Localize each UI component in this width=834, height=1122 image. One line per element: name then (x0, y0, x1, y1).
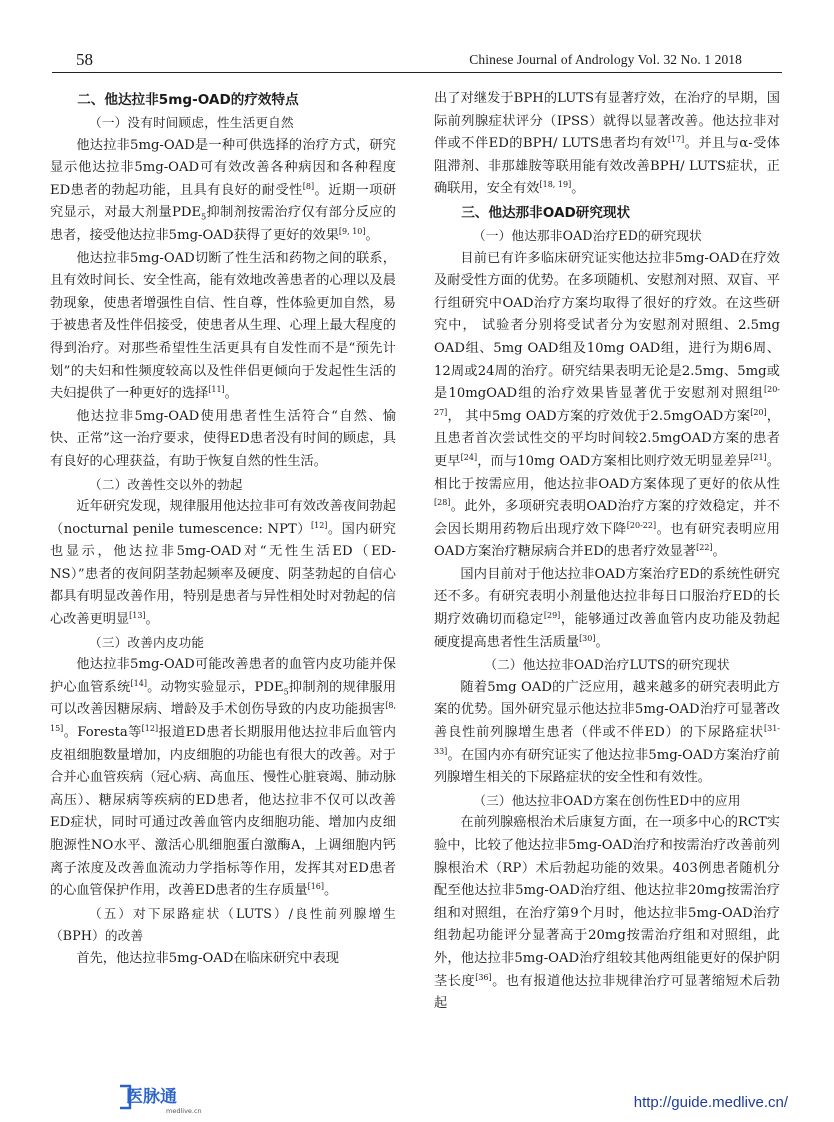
paragraph: 近年研究发现，规律服用他达拉非可有效改善夜间勃起（nocturnal penile tumescence: NPT）[12]。国内研究也显示，他达拉非5mg-OAD对“无性生活ED（ED-NS）”患者的夜间阴茎勃起频率及硬度、阴茎勃起的自信心都具有明显改善作用，特别是患者与异性相处时对勃起的信心改善更明显[13]。 (50, 499, 396, 628)
paragraph: 国内目前对于他达拉非OAD方案治疗ED的系统性研究还不多。有研究表明小剂量他达拉非每日口服治疗ED的长期疗效确切而稳定[29]，能够通过改善血管内皮功能及勃起硬度提高患者性生活质量[30]。 (434, 566, 780, 650)
citation: [13] (129, 611, 146, 621)
section-heading-3: 三、他达那非OAD研究现状 (461, 204, 631, 221)
citation: [12] (141, 724, 159, 734)
paragraph: 他达拉非5mg-OAD使用患者性生活符合“自然、愉快、正常”这一治疗要求，使得ED患者没有时间的顾虑，具有良好的心理获益，有助于恢复自然的性生活。 (50, 408, 396, 469)
citation: [8] (302, 181, 315, 191)
subsection-2-title: （二）改善性交以外的勃起 (89, 476, 243, 492)
subsection-1-title: （一）他达那非OAD治疗ED的研究现状 (473, 227, 702, 243)
subsection-5-title: （五）对下尿路症状（LUTS）/良性前列腺增生（BPH）的改善 (50, 905, 396, 944)
citation: [21] (750, 452, 767, 462)
header-divider (52, 72, 782, 73)
citation: [9, 10] (338, 226, 366, 236)
citation: [20-27] (434, 385, 780, 417)
paragraph: 随着5mg OAD的广泛应用，越来越多的研究表明此方案的优势。国外研究显示他达拉非5mg-OAD治疗可显著改善良性前列腺增生患者（伴或不伴ED）的下尿路症状[31-33]。在国内亦有研究证实了他达拉非5mg-OAD方案治疗前列腺增生相关的下尿路症状的安全性和有效性。 (434, 679, 780, 786)
citation: [24] (460, 452, 478, 462)
citation: [29] (543, 611, 561, 621)
citation: [17] (667, 135, 685, 145)
logo-subtext: medlive.cn (166, 1107, 202, 1115)
footer-url-link[interactable]: http://guide.medlive.cn/ (633, 1094, 788, 1111)
citation: [8, 15] (50, 701, 396, 734)
logo-text: 医脉通 (126, 1087, 177, 1107)
citation: [20] (750, 407, 767, 417)
paragraph: 他达拉非5mg-OAD可能改善患者的血管内皮功能并保护心血管系统[14]。动物实验显示，$PDE_5$抑制剂的规律服用可以改善因糖尿病、增龄及手术创伤导致的内皮功能损害[8, 15]。Foresta等[12]报道ED患者长期服用他达拉非后血管内皮祖细胞数量增加，内皮细胞的功能也有很大的改善。对于合并心血管疾病（冠心病、高血压、慢性心脏衰竭、肺动脉高压）、糖尿病等疾病的ED患者，他达拉非不仅可以改善ED症状，同时可通过改善血管内皮细胞功能、增加内皮细胞源性NO水平、激活心肌细胞蛋白激酶A，上调细胞内钙离子浓度及改善血流动力学指标等作用，发挥其对ED患者的心血管保护作用，改善ED患者的生存质量[16]。 (50, 657, 397, 899)
paragraph: 首先，他达拉非5mg-OAD在临床研究中表现 (76, 950, 339, 966)
citation: [36] (475, 972, 492, 982)
section-heading-2: 二、他达拉非5mg-OAD的疗效特点 (77, 92, 299, 108)
citation: [12] (310, 520, 328, 530)
citation: [11] (208, 385, 225, 395)
page-number: 58 (76, 50, 93, 69)
paragraph: 他达拉非5mg-OAD是一种可供选择的治疗方式，研究显示他达拉非5mg-OAD可有效改善各种病因和各种程度ED患者的勃起功能，且具有良好的耐受性[8]。近期一项研究显示，对最大剂量$PDE_5$抑制剂按需治疗仅有部分反应的患者，接受他达拉非5mg-OAD获得了更好的效果[9, 10]。 (50, 137, 397, 243)
citation: [14] (130, 678, 147, 688)
subsection-3-title: （三）改善内皮功能 (89, 634, 205, 650)
paragraph: 他达拉非5mg-OAD切断了性生活和药物之间的联系，且有效时间长、安全性高，能有效地改善患者的心理以及晨勃现象，使患者增强性自信、性自尊，性体验更加自然，易于被患者及性伴侣接受，使患者从生理、心理上最大程度的得到治疗。对那些希望性生活更具有自发性而不是“预先计划”的夫妇和性频度较高以及性伴侣更倾向于发起性生活的夫妇提供了一种更好的选择[11]。 (50, 250, 396, 402)
subsection-3-title: （三）他达拉非OAD方案在创伤性ED中的应用 (473, 792, 741, 808)
paragraph: 在前列腺癌根治术后康复方面，在一项多中心的RCT实验中，比较了他达拉非5mg-OAD治疗和按需治疗改善前列腺根治术（RP）术后勃起功能的效果。403例患者随机分配至他达拉非5mg-OAD治疗组、他达拉非20mg按需治疗组和对照组，在治疗第9个月时，他达拉非5mg-OAD治疗组勃起功能评分显著高于20mg按需治疗组和对照组，此外，他达拉非5mg-OAD治疗组较其他两组能更好的保护阴茎长度[36]。也有报道他达拉非规律治疗可显著缩短术后勃起 (434, 815, 781, 1012)
citation: [18, 19] (539, 180, 572, 190)
paragraph: 目前已有许多临床研究证实他达拉非5mg-OAD在疗效及耐受性方面的优势。在多项随机、安慰剂对照、双盲、平行组研究中OAD治疗方案均取得了很好的疗效。在这些研究中， 试验者分别将受试者分为安慰剂对照组、2.5mg OAD组、5mg OAD组及10mg OAD组，进行为期6周、12周或24周的治疗。研究结果表明无论是2.5mg、5mg或是10mgOAD组的治疗效果皆显著优于安慰剂对照组[20-27]， 其中5mg OAD方案的疗效优于2.5mgOAD方案[20]，且患者首次尝试性交的平均时间较2.5mgOAD方案的患者更早[24]，而与10mg OAD方案相比则疗效无明显差异[21]。相比于按需应用，他达拉非OAD方案体现了更好的依从性[28]。此外，多项研究表明OAD治疗方案的疗效稳定，并不会因长期用药物后出现疗效下降[20-22]。也有研究表明应用OAD方案治疗糖尿病合并ED的患者疗效显著[22]。 (434, 250, 780, 560)
left-column (50, 88, 396, 971)
journal-header: Chinese Journal of Andrology Vol. 32 No. 1 2018 (469, 52, 742, 67)
subsection-2-title: （二）他达拉非OAD治疗LUTS的研究现状 (484, 657, 730, 673)
right-column (434, 88, 780, 1016)
citation: [30] (579, 633, 596, 643)
medlive-logo (116, 1080, 226, 1116)
subsection-1-title: （一）没有时间顾虑，性生活更自然 (89, 115, 294, 130)
paragraph: 出了对继发于BPH的LUTS有显著疗效，在治疗的早期，国际前列腺症状评分（IPSS）就得以显著改善。他达拉非对伴或不伴ED的BPH/ LUTS患者均有效[17]。并且与α-受体阻滞剂、非那雄胺等联用能有效改善BPH/ LUTS症状，正确联用，安全有效[18, 19]。 (434, 91, 780, 197)
citation: [16] (307, 882, 324, 892)
citation: [31-33] (434, 724, 780, 756)
citation: [20-22] (626, 520, 657, 530)
citation: [28] (434, 498, 451, 508)
citation: [22] (696, 543, 713, 553)
